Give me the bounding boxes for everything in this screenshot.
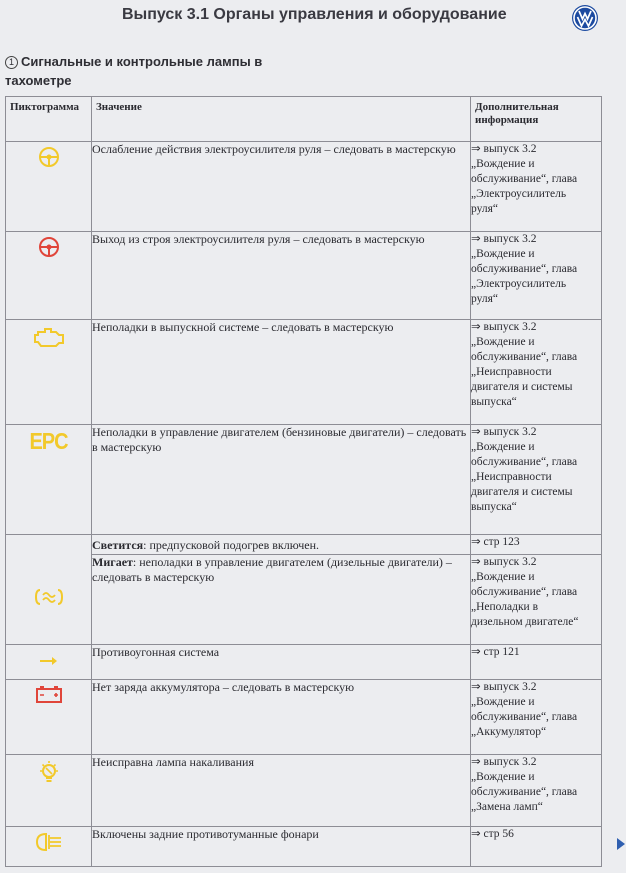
icon-cell	[6, 535, 92, 645]
next-page-arrow-icon	[616, 837, 626, 851]
meaning-cell: Неполадки в управление двигателем (бензиновые двигатели) – следовать в мастерскую	[92, 425, 471, 535]
info-cell: ⇒ выпуск 3.2 „Вождение и обслуживание“, глава „Электроусилитель руля“	[471, 142, 602, 232]
section-title: Сигнальные и контрольные лампы в тахометре	[5, 54, 263, 88]
glow-plug-icon	[34, 587, 64, 607]
epc-icon: EPC	[29, 429, 68, 455]
meaning-cell: Нет заряда аккумулятора – следовать в мастерскую	[92, 680, 471, 755]
table-row	[6, 425, 602, 535]
header-icon: Пиктограмма	[6, 97, 92, 142]
icon-cell	[6, 425, 92, 535]
table-header-row	[6, 97, 602, 142]
info-cell: ⇒ выпуск 3.2 „Вождение и обслуживание“, глава „Неполадки в дизельном двигателе“	[471, 555, 602, 645]
meaning-cell: Противоугонная система	[92, 645, 471, 680]
table-row	[6, 645, 602, 680]
table-row	[6, 535, 602, 555]
steering-wheel-icon	[38, 146, 60, 168]
section-number-badge: 1	[5, 56, 18, 69]
meaning-bold: Светится	[92, 538, 144, 552]
icon-cell	[6, 142, 92, 232]
icon-cell	[6, 680, 92, 755]
table-row	[6, 555, 602, 645]
vw-logo-icon	[571, 4, 599, 32]
info-cell: ⇒ выпуск 3.2 „Вождение и обслуживание“, глава „Аккумулятор“	[471, 680, 602, 755]
table-row	[6, 827, 602, 867]
icon-cell	[6, 645, 92, 680]
bulb-icon	[36, 759, 62, 785]
meaning-cell: Включены задние противотуманные фонари	[92, 827, 471, 867]
meaning-cell: Неисправна лампа накаливания	[92, 755, 471, 827]
icon-cell	[6, 827, 92, 867]
table-row	[6, 142, 602, 232]
meaning-cell	[92, 555, 471, 645]
info-cell: ⇒ выпуск 3.2 „Вождение и обслуживание“, глава „Неисправности двигателя и системы выпуска“	[471, 320, 602, 425]
info-cell: ⇒ стр 123	[471, 535, 602, 555]
key-icon	[37, 655, 61, 667]
battery-icon	[35, 684, 63, 704]
section-heading	[5, 52, 262, 90]
signal-lamps-table	[5, 96, 602, 867]
header-meaning: Значение	[92, 97, 471, 142]
rear-fog-light-icon	[34, 831, 64, 853]
meaning-text: : неполадки в управление двигателем (дизельные двигатели) – следовать в мастерскую	[92, 555, 452, 584]
icon-cell	[6, 232, 92, 320]
table-row	[6, 755, 602, 827]
table-row	[6, 320, 602, 425]
icon-cell	[6, 320, 92, 425]
engine-icon	[32, 324, 66, 348]
meaning-bold: Мигает	[92, 555, 133, 569]
info-cell: ⇒ стр 56	[471, 827, 602, 867]
info-cell: ⇒ стр 121	[471, 645, 602, 680]
meaning-cell: Ослабление действия электроусилителя руля – следовать в мастерскую	[92, 142, 471, 232]
info-cell: ⇒ выпуск 3.2 „Вождение и обслуживание“, глава „Неисправности двигателя и системы выпуска“	[471, 425, 602, 535]
icon-cell	[6, 755, 92, 827]
header-info: Дополнительная информация	[471, 97, 602, 142]
info-cell: ⇒ выпуск 3.2 „Вождение и обслуживание“, глава „Электроусилитель руля“	[471, 232, 602, 320]
table-row	[6, 232, 602, 320]
meaning-cell: Неполадки в выпускной системе – следовать в мастерскую	[92, 320, 471, 425]
meaning-cell: Выход из строя электроусилителя руля – следовать в мастерскую	[92, 232, 471, 320]
steering-wheel-icon	[38, 236, 60, 258]
meaning-cell	[92, 535, 471, 555]
info-cell: ⇒ выпуск 3.2 „Вождение и обслуживание“, глава „Замена ламп“	[471, 755, 602, 827]
page-title: Выпуск 3.1 Органы управления и оборудование	[122, 6, 507, 23]
table-row	[6, 680, 602, 755]
meaning-text: : предпусковой подогрев включен.	[143, 538, 320, 552]
